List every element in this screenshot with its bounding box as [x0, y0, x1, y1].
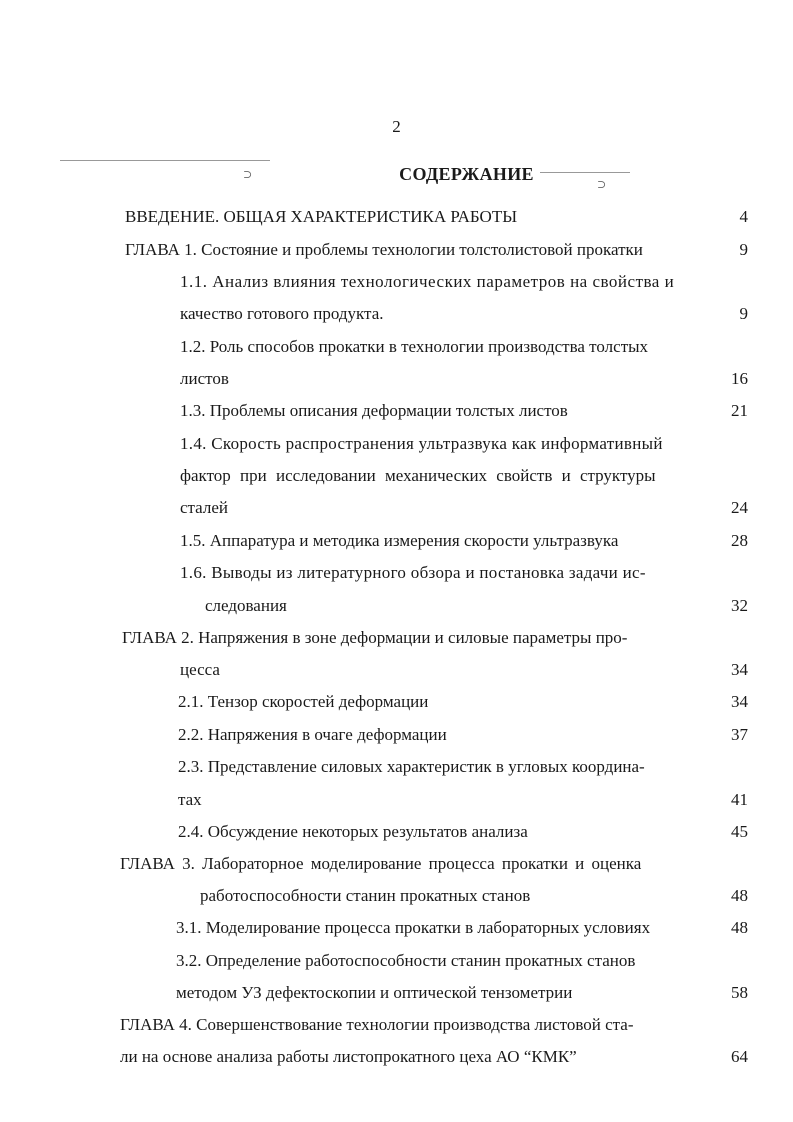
toc-title: СОДЕРЖАНИЕ [399, 164, 534, 184]
toc-entry-chapter-1: ГЛАВА 1. Состояние и проблемы технологии толстолистовой прокатки [125, 240, 643, 259]
toc-page-number: 24 [731, 498, 748, 517]
toc-page-number: 34 [731, 660, 748, 679]
toc-entry-chapter-4: ГЛАВА 4. Совершенствование технологии производства листовой ста- [120, 1015, 634, 1034]
toc-page-number: 28 [731, 531, 748, 550]
toc-entry-1-2: 1.2. Роль способов прокатки в технологии производства толстых [180, 337, 649, 356]
toc-entry-intro: ВВЕДЕНИЕ. ОБЩАЯ ХАРАКТЕРИСТИКА РАБОТЫ [125, 207, 518, 226]
toc-entry-1-1: 1.1. Анализ влияния технологических параметров на свойства и [180, 272, 675, 291]
toc-page-number: 48 [731, 918, 748, 937]
toc-page-number: 41 [731, 790, 748, 809]
toc-page-number: 64 [731, 1047, 748, 1066]
toc-page-number: 21 [731, 401, 748, 420]
toc-page-number: 9 [739, 304, 748, 323]
toc-entry-3-1: 3.1. Моделирование процесса прокатки в лабораторных условиях [176, 918, 651, 937]
toc-page-number: 9 [739, 240, 748, 259]
toc-entry-chapter-2: ГЛАВА 2. Напряжения в зоне деформации и силовые параметры про- [122, 628, 628, 647]
toc-entry-1-4: 1.4. Скорость распространения ультразвука как информативный [180, 434, 663, 453]
toc-page-number: 48 [731, 886, 748, 905]
toc-entry-chapter-3-cont: работоспособности станин прокатных станов [200, 886, 531, 905]
toc-entry-2-4: 2.4. Обсуждение некоторых результатов анализа [178, 822, 528, 841]
toc-page-number: 58 [731, 983, 748, 1002]
toc-entry-1-4-cont2: сталей [180, 498, 229, 517]
toc-entry-1-6-cont: следования [205, 596, 287, 615]
toc-page-number: 16 [731, 369, 748, 388]
toc-entry-3-2-cont: методом УЗ дефектоскопии и оптической тензометрии [176, 983, 573, 1002]
toc-entry-2-2: 2.2. Напряжения в очаге деформации [178, 725, 447, 744]
toc-entry-1-2-cont: листов [180, 369, 229, 388]
toc-entry-2-3: 2.3. Представление силовых характеристик в угловых координа- [178, 757, 645, 776]
toc-entry-2-3-cont: тах [178, 790, 202, 809]
toc-page-number: 34 [731, 692, 748, 711]
toc-entry-3-2: 3.2. Определение работоспособности станин прокатных станов [176, 951, 636, 970]
scan-artifact-left [60, 160, 270, 161]
toc-entry-chapter-4-cont: ли на основе анализа работы листопрокатного цеха АО “КМК” [120, 1047, 577, 1066]
page-number: 2 [392, 117, 401, 136]
toc-entry-1-3: 1.3. Проблемы описания деформации толстых листов [180, 401, 568, 420]
toc-page-number: 32 [731, 596, 748, 615]
toc-page-number: 4 [739, 207, 748, 226]
scan-mark-right: ⊃ [597, 179, 607, 191]
toc-entry-1-5: 1.5. Аппаратура и методика измерения скорости ультразвука [180, 531, 619, 550]
toc-page-number: 37 [731, 725, 748, 744]
toc-entry-1-4-cont: фактор при исследовании механических свойств и структуры [180, 466, 656, 485]
toc-entry-1-6: 1.6. Выводы из литературного обзора и постановка задачи ис- [180, 563, 646, 582]
toc-entry-chapter-3: ГЛАВА 3. Лабораторное моделирование процесса прокатки и оценка [120, 854, 642, 873]
toc-entry-chapter-2-cont: цесса [180, 660, 220, 679]
scan-mark-left: ⊃ [243, 169, 253, 181]
toc-entry-2-1: 2.1. Тензор скоростей деформации [178, 692, 429, 711]
toc-entry-1-1-cont: качество готового продукта. [180, 304, 384, 323]
toc-page-number: 45 [731, 822, 748, 841]
